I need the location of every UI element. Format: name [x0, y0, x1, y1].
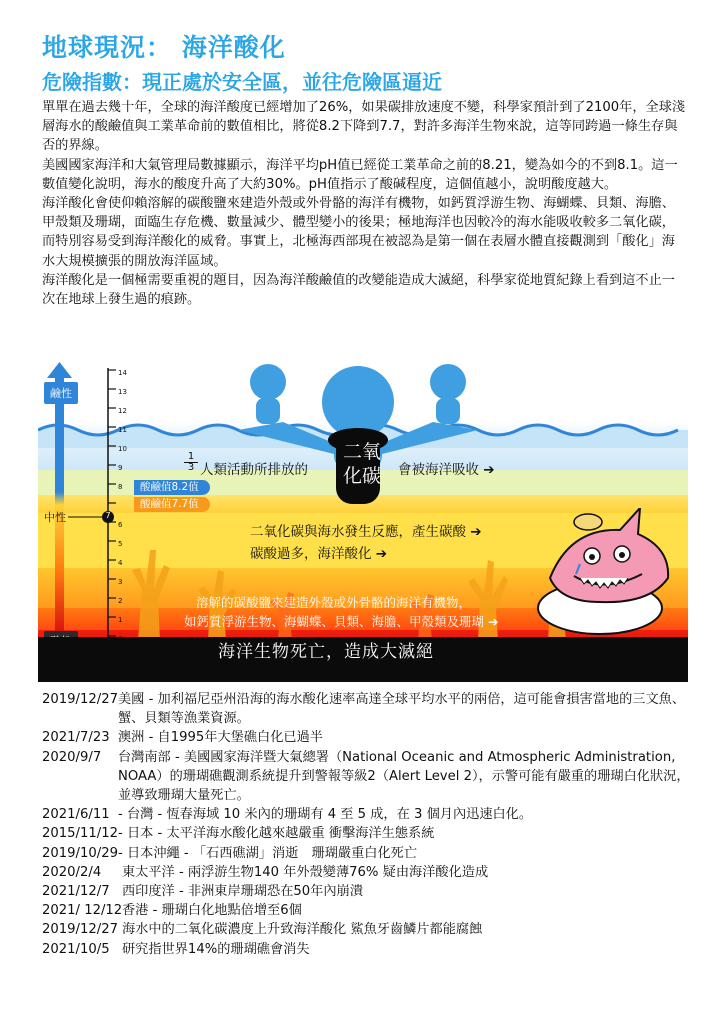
timeline-text: 香港 - 珊瑚白化地點倍增至6個 [122, 903, 302, 919]
timeline-row [42, 863, 692, 882]
timeline-text: - 日本沖繩 - 「石西礁湖」消逝 珊瑚嚴重白化死亡 [118, 845, 418, 861]
ph-tick: 8 [118, 483, 123, 491]
organisms-text-2: 如鈣質浮游生物、海蝴蝶、貝類、海膽、甲殼類及珊瑚 ➔ [184, 614, 499, 629]
ph-tick: 12 [118, 407, 127, 415]
timeline-text: 海水中的二氧化碳濃度上升致海洋酸化 鯊魚牙齒鱗片都能腐蝕 [122, 922, 483, 938]
timeline-row [42, 805, 692, 824]
timeline-row [42, 690, 692, 728]
page-subtitle: 危險指數：現正處於安全區，並往危險區逼近 [42, 70, 442, 94]
alkaline-label: 鹼性 [44, 382, 78, 404]
ph-tick: 1 [118, 616, 123, 624]
timeline-row [42, 882, 692, 901]
timeline-text: 台灣南部 - 美國國家海洋暨大氣總署（National Oceanic and Atmospheric Administration, NOAA）的珊瑚礁觀測系統提升到警報等級2（Alert Level 2），示警可能有嚴重的珊瑚白化狀況，並導致珊瑚大量死亡。 [118, 749, 690, 804]
fraction-denominator: 3 [187, 462, 195, 473]
intro-text [42, 98, 688, 309]
organisms-label-2: 如鈣質浮游生物、海蝴蝶、貝類、海膽、甲殼類及珊瑚 [184, 614, 485, 629]
co2-label: 二氧化碳 [342, 441, 381, 487]
timeline-row [42, 901, 692, 920]
ph-tick [118, 497, 132, 516]
too-much-label: 碳酸過多，海洋酸化 [250, 546, 372, 562]
reaction-text: 二氧化碳與海水發生反應，產生碳酸 ➔ [250, 524, 482, 540]
timeline-date: 2021/6/11 [42, 807, 110, 823]
timeline-date: 2020/2/4 [42, 864, 102, 880]
timeline-row [42, 728, 692, 747]
ph-tick: 5 [118, 540, 123, 548]
human-emission-text: 人類活動所排放的 [200, 462, 308, 478]
timeline-date: 2021/7/23 [42, 730, 110, 746]
fraction-numerator: 1 [184, 452, 198, 463]
too-much-text: 碳酸過多，海洋酸化 ➔ [250, 546, 388, 562]
timeline-row [42, 940, 692, 959]
ph-tick: 9 [118, 464, 123, 472]
ph-tick: 2 [118, 597, 123, 605]
timeline-row [42, 844, 692, 863]
absorbed-text: 會被海洋吸收 ➔ [398, 462, 495, 478]
ph-8-2-marker: 酸鹼值8.2值 [134, 480, 210, 495]
timeline-date: 2020/9/7 [42, 749, 102, 765]
timeline-row [42, 748, 692, 806]
paragraph-1: 單單在過去幾十年，全球的海洋酸度已經增加了26%，如果碳排放速度不變，科學家預計到了2100年，全球淺層海水的酸鹼值與工業革命前的數值相比，將從8.2下降到7.7，對許多海洋生物來說，這等同跨過一條生存與否的界線。 [42, 100, 686, 154]
organisms-text-1: 溶解的碳酸鹽來建造外殼或外骨骼的海洋有機物， [196, 595, 472, 610]
ph-tick: 10 [118, 445, 127, 453]
timeline-date: 2021/ 12/12 [42, 903, 123, 919]
timeline-date: 2021/10/5 [42, 941, 110, 957]
timeline-text: 東太平洋 - 兩浮游生物140 年外殼變薄76% 疑由海洋酸化造成 [122, 864, 489, 880]
paragraph-4: 海洋酸化是一個極需要重視的題目，因為海洋酸鹼值的改變能造成大滅絕，科學家從地質紀錄上看到這不止一次在地球上發生過的痕跡。 [42, 272, 675, 308]
timeline-text: 研究指世界14%的珊瑚礁會消失 [122, 941, 310, 957]
timeline-text: 美國 - 加利福尼亞州沿海的海水酸化速率高達全球平均水平的兩倍，這可能會損害當地的三文魚、蟹、貝類等漁業資源。 [118, 692, 686, 727]
timeline [42, 690, 692, 959]
timeline-row [42, 824, 692, 843]
timeline-date: 2019/10/29 [42, 845, 119, 861]
timeline-text: 澳洲 - 自1995年大堡礁白化已過半 [118, 730, 323, 746]
ph-tick: 4 [118, 559, 123, 567]
ph-tick: 13 [118, 388, 127, 396]
timeline-text: - 日本 - 太平洋海水酸化越來越嚴重 衝擊海洋生態系統 [118, 826, 435, 842]
paragraph-2: 美國國家海洋和大氣管理局數據顯示，海洋平均pH值已經從工業革命之前的8.21，變為如今的不到8.1。這一數值變化說明，海水的酸度升高了大約30%。pH值指示了酸碱程度，這個值越小，說明酸度越大。 [42, 157, 678, 192]
shark-icon [530, 508, 680, 638]
fraction [184, 452, 198, 473]
page-title: 地球現況： 海洋酸化 [42, 33, 286, 62]
timeline-row [42, 920, 692, 939]
paragraph-3: 海洋酸化會使仰賴溶解的碳酸鹽來建造外殼或外骨骼的海洋有機物，如鈣質浮游生物、海蝴蝶、貝類、海膽、甲殼類及珊瑚，面臨生存危機、數量減少、體型變小的後果；極地海洋也因較冷的海水能吸收較多二氧化碳，而特別容易受到海洋酸化的威脅。事實上，北極海西部現在被認為是第一個在表層水體直接觀測到「酸化」海水大規模擴張的開放海洋區域。 [42, 196, 675, 269]
ph-tick: 6 [118, 521, 123, 529]
ph-tick-labels [118, 364, 132, 649]
extinction-text: 海洋生物死亡，造成大滅絕 [218, 642, 434, 662]
timeline-text: - 台灣 - 恆春海域 10 米內的珊瑚有 4 至 5 成，在 3 個月內迅速白化。 [118, 807, 533, 823]
ph-7-7-marker: 酸鹼值7.7值 [134, 497, 210, 512]
reaction-label: 二氧化碳與海水發生反應，產生碳酸 [250, 524, 466, 540]
timeline-text: 西印度洋 - 非洲東岸珊瑚恐在50年內崩潰 [122, 884, 363, 900]
ph-tick: 3 [118, 578, 123, 586]
timeline-date: 2019/12/27 [42, 692, 119, 707]
ph-tick: 11 [118, 426, 127, 434]
timeline-date: 2015/11/12 [42, 826, 119, 842]
timeline-date: 2019/12/27 [42, 922, 119, 938]
neutral-label: 中性 [44, 511, 66, 524]
neutral-marker-label: 7 [105, 511, 111, 520]
timeline-date: 2021/12/7 [42, 884, 110, 900]
ocean-acidification-infographic [38, 360, 688, 682]
ph-tick: 14 [118, 369, 127, 377]
absorbed-label: 會被海洋吸收 [398, 462, 479, 478]
